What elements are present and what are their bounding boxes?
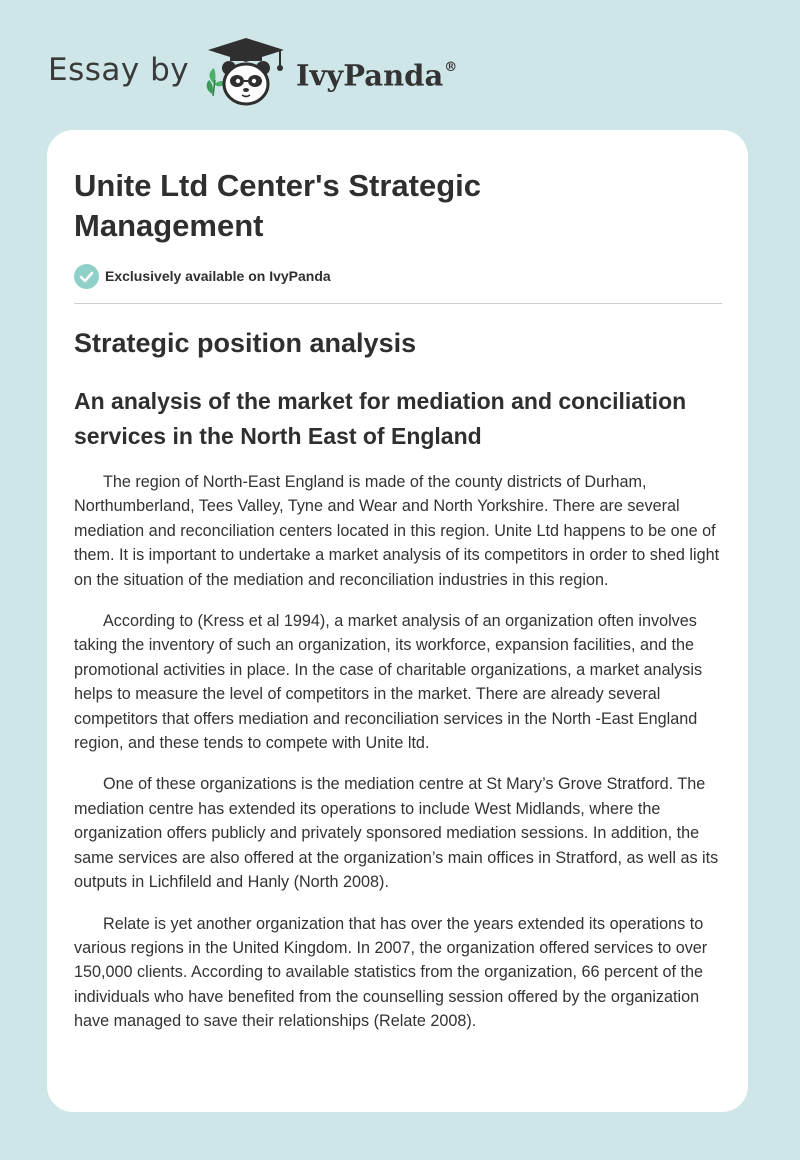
brand-name[interactable] [296, 54, 457, 94]
page-title: Unite Ltd Center's Strategic Management [74, 168, 481, 243]
badge-label: Exclusively available on IvyPanda [105, 268, 331, 284]
check-circle-icon [74, 264, 99, 289]
exclusive-badge [74, 263, 331, 289]
title-divider [74, 303, 722, 304]
registered-mark: ® [444, 60, 458, 75]
site-header [0, 0, 800, 130]
subsection-heading: An analysis of the market for mediation and conciliation services in the North East of England [74, 388, 687, 449]
panda-graduate-icon[interactable] [200, 34, 292, 110]
article-card [47, 130, 748, 1112]
article-body [74, 470, 726, 1051]
paragraph: The region of North-East England is made of the county districts of Durham, Northumberland, Tees Valley, Tyne and Wear and North Yorkshire. There are several mediation and reconciliation centers located in this region. Unite Ltd happens to be one of them. It is important to undertake a market analysis of its competitors in order to shed light on the situation of the mediation and reconciliation industries in this region. [74, 473, 720, 589]
section-heading: Strategic position analysis [74, 328, 417, 358]
paragraph: Relate is yet another organization that has over the years extended its operations to various regions in the United Kingdom. In 2007, the organization offered services to over 150,000 clients. According to available statistics from the organization, 66 percent of the individuals who have benefited from the counselling session offered by the organization have managed to save their relationships (Relate 2008). [74, 914, 708, 1031]
brand-prefix: Essay by [48, 52, 190, 88]
paragraph: According to (Kress et al 1994), a market analysis of an organization often involves taking the inventory of such an organization, its workforce, expansion facilities, and the promotional activities in place. In the case of charitable organizations, a market analysis helps to measure the level of competitors in the market. There are already several competitors that offers mediation and reconciliation services in the North -East England region, and these tends to compete with Unite ltd. [74, 612, 703, 753]
brand-name-text: IvyPanda [296, 58, 444, 93]
paragraph: One of these organizations is the mediation centre at St Mary’s Grove Stratford. The mediation centre has extended its operations to include West Midlands, where the organization offers publicly and privately sponsored mediation sessions. In addition, the same services are also offered at the organization’s main offices in Stratford, as well as its outputs in Lichfileld and Hanly (North 2008). [74, 775, 719, 892]
